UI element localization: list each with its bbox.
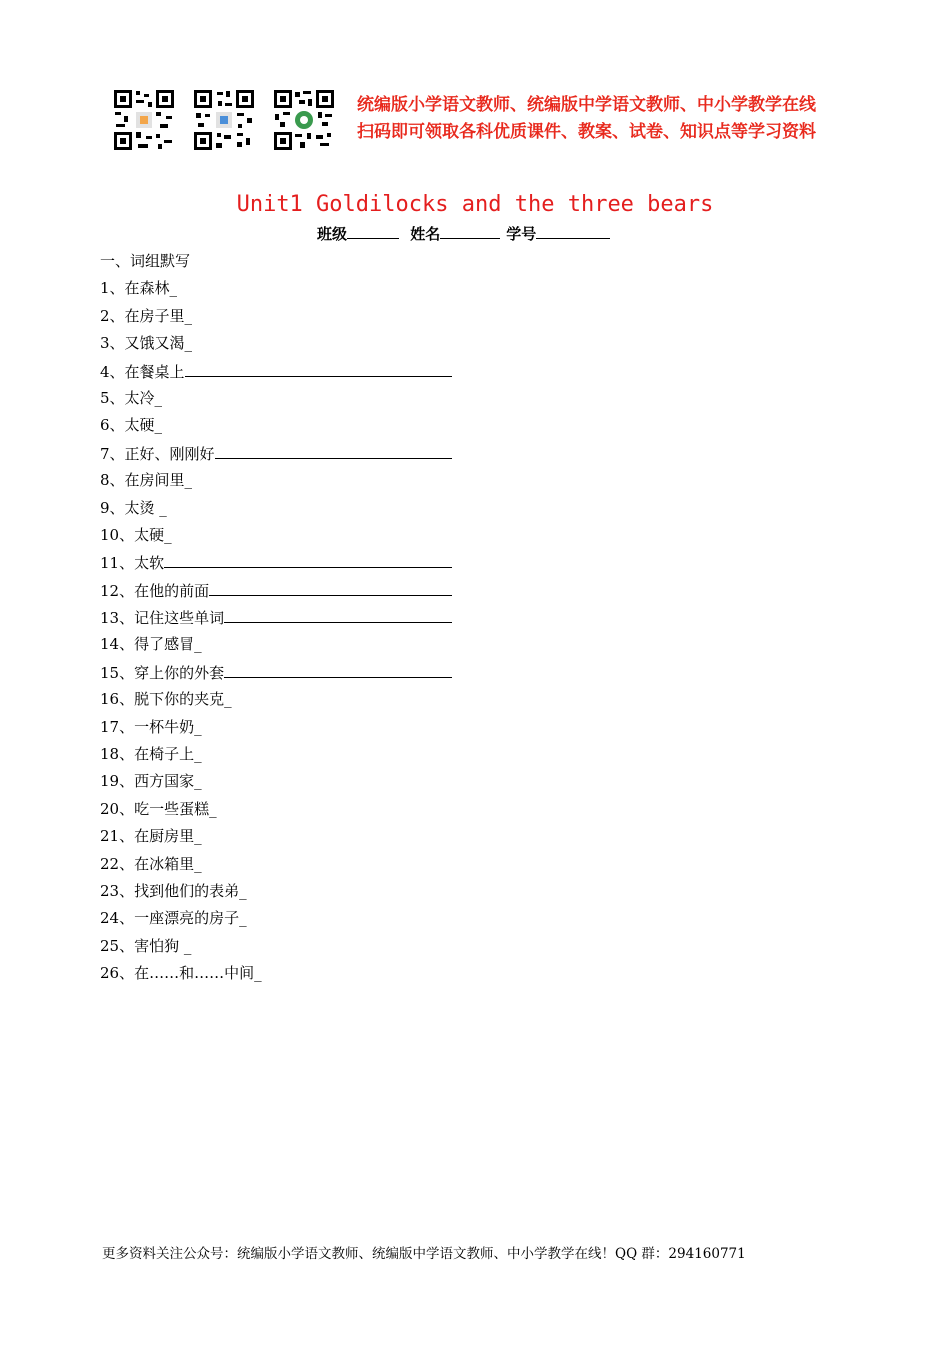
list-item-text: 14、得了感冒_ — [100, 635, 202, 654]
list-item — [100, 960, 452, 987]
list-item — [100, 631, 452, 658]
qr-code-icon[interactable] — [112, 88, 176, 152]
section-heading: 一、词组默写 — [100, 252, 191, 270]
list-item — [100, 330, 452, 357]
list-item — [100, 686, 452, 713]
list-item-text: 6、太硬_ — [100, 416, 163, 435]
footer-note: 更多资料关注公众号：统编版小学语文教师、统编版中学语文教师、中小学教学在线！QQ 群：294160771 — [102, 1246, 746, 1262]
list-item — [100, 604, 452, 631]
list-item-text: 3、又饿又渴_ — [100, 334, 193, 353]
answer-blank[interactable] — [209, 577, 452, 596]
promo-line-1: 统编版小学语文教师、统编版中学语文教师、中小学教学在线 — [357, 95, 816, 115]
list-item-text: 21、在厨房里_ — [100, 827, 202, 846]
list-item-text: 9、太烫 _ — [100, 498, 167, 517]
list-item — [100, 714, 452, 741]
list-item-text: 19、西方国家_ — [100, 772, 202, 791]
student-info-fields — [317, 222, 616, 246]
list-item-text: 25、害怕狗 _ — [100, 936, 192, 955]
list-item-text: 24、一座漂亮的房子_ — [100, 909, 247, 928]
answer-blank[interactable] — [224, 604, 452, 623]
promo-banner — [357, 92, 816, 146]
list-item — [100, 275, 452, 302]
name-label: 姓名 — [410, 225, 441, 243]
list-item — [100, 905, 452, 932]
list-item-text: 15、穿上你的外套 — [100, 663, 225, 682]
list-item — [100, 851, 452, 878]
list-item-text: 20、吃一些蛋糕_ — [100, 799, 217, 818]
list-item-text: 12、在他的前面 — [100, 581, 210, 600]
list-item — [100, 440, 452, 467]
number-label: 学号 — [506, 225, 537, 243]
list-item-text: 23、找到他们的表弟_ — [100, 881, 247, 900]
list-item — [100, 823, 452, 850]
list-item — [100, 467, 452, 494]
list-item-text: 18、在椅子上_ — [100, 745, 202, 764]
list-item — [100, 495, 452, 522]
list-item-text: 10、太硬_ — [100, 525, 172, 544]
list-item — [100, 796, 452, 823]
list-item — [100, 412, 452, 439]
list-item-text: 5、太冷_ — [100, 388, 163, 407]
list-item — [100, 549, 452, 576]
list-item-text: 2、在房子里_ — [100, 306, 193, 325]
qr-code-row — [112, 88, 336, 152]
list-item — [100, 522, 452, 549]
name-blank[interactable] — [440, 222, 500, 239]
list-item-text: 4、在餐桌上 — [100, 362, 185, 381]
list-item — [100, 659, 452, 686]
list-item-text: 16、脱下你的夹克_ — [100, 690, 232, 709]
list-item-text: 26、在……和……中间_ — [100, 964, 262, 983]
qr-code-icon[interactable] — [272, 88, 336, 152]
list-item-text: 7、正好、刚刚好 — [100, 444, 215, 463]
page-title: Unit1 Goldilocks and the three bears — [236, 192, 714, 217]
promo-line-2: 扫码即可领取各科优质课件、教案、试卷、知识点等学习资料 — [357, 122, 816, 142]
list-item-text: 8、在房间里_ — [100, 471, 193, 490]
answer-blank[interactable] — [164, 549, 452, 568]
list-item — [100, 358, 452, 385]
list-item-text: 17、一杯牛奶_ — [100, 717, 202, 736]
list-item — [100, 878, 452, 905]
list-item — [100, 768, 452, 795]
list-item-text: 1、在森林_ — [100, 279, 178, 298]
list-item — [100, 577, 452, 604]
list-item — [100, 303, 452, 330]
class-label: 班级 — [317, 225, 348, 243]
list-item — [100, 741, 452, 768]
number-blank[interactable] — [536, 222, 610, 239]
list-item — [100, 385, 452, 412]
list-item-text: 11、太软 — [100, 554, 165, 573]
class-blank[interactable] — [347, 222, 399, 239]
phrase-list — [100, 275, 452, 987]
list-item-text: 13、记住这些单词 — [100, 609, 225, 628]
list-item — [100, 933, 452, 960]
answer-blank[interactable] — [185, 358, 452, 377]
list-item-text: 22、在冰箱里_ — [100, 854, 202, 873]
answer-blank[interactable] — [224, 659, 452, 678]
qr-code-icon[interactable] — [192, 88, 256, 152]
answer-blank[interactable] — [215, 440, 452, 459]
